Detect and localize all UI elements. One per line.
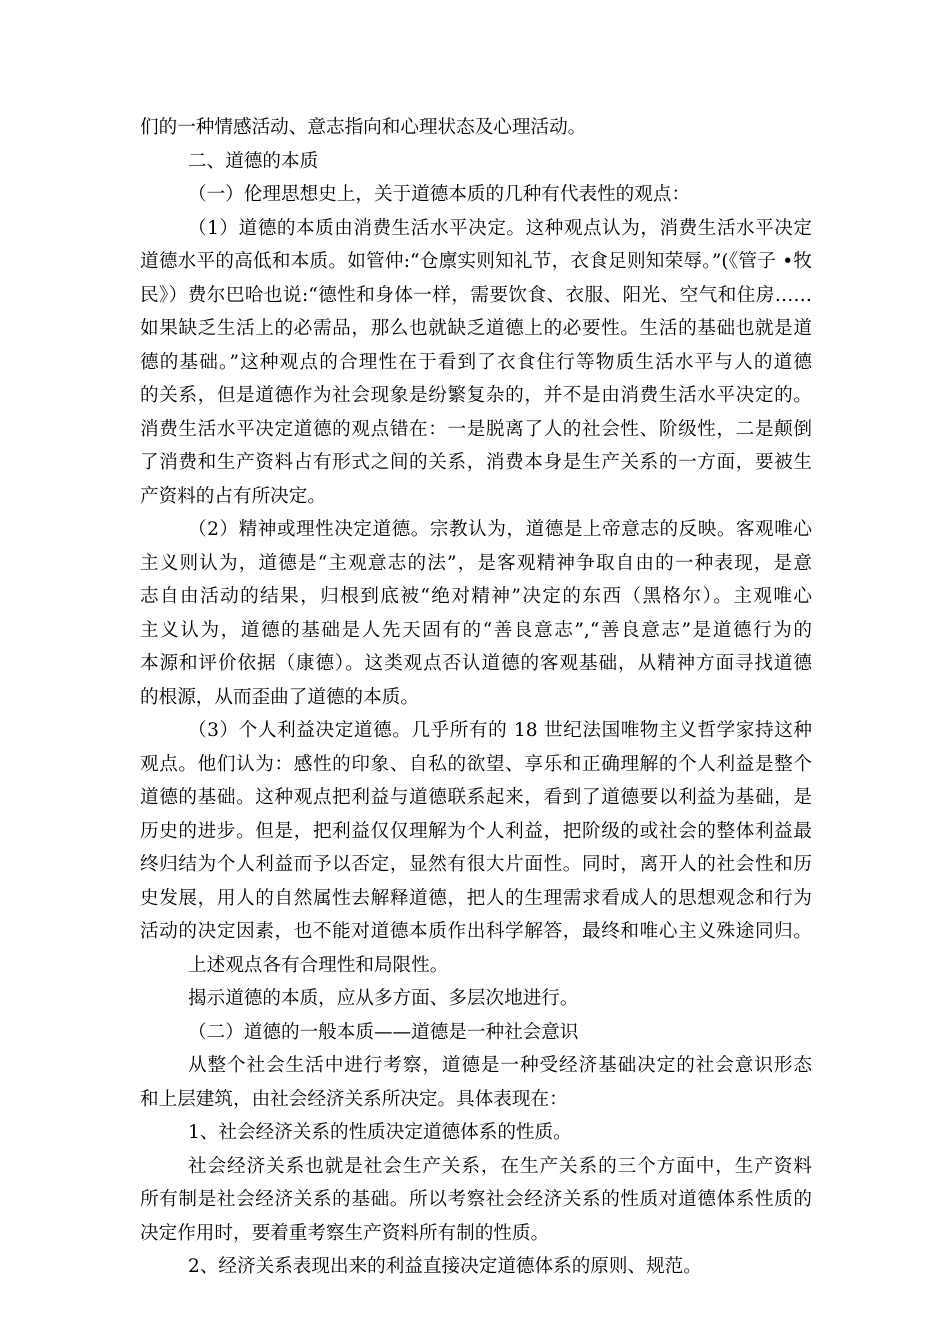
subsection-heading: （一）伦理思想史上，关于道德本质的几种有代表性的观点： <box>188 184 691 205</box>
text-line: （1）道德的本质由消费生活水平决定。这种观点认为，消费生活水平决定 <box>188 217 812 239</box>
text-line: 终归结为个人利益而予以否定，显然有很大片面性。同时，离开人的社会性和历 <box>140 854 812 875</box>
text-line: 从整个社会生活中进行考察，道德是一种受经济基础决定的社会意识形态 <box>188 1055 812 1076</box>
text-line: 德的基础。”这种观点的合理性在于看到了衣食住行等物质生活水平与人的道德 <box>140 351 812 373</box>
text-line: 主义认为，道德的基础是人先天固有的“善良意志”,“善良意志”是道德行为的 <box>140 619 812 641</box>
text-line: 们的一种情感活动、意志指向和心理状态及心理活动。 <box>140 117 587 138</box>
text-line: 志自由活动的结果，归根到底被“绝对精神”决定的东西（黑格尔）。主观唯心 <box>140 586 812 607</box>
list-item-heading: 1、社会经济关系的性质决定道德体系的性质。 <box>188 1122 572 1143</box>
text-line: （3）个人利益决定道德。几乎所有的 18 世纪法国唯物主义哲学家持这种 <box>188 720 812 741</box>
text-line: 社会经济关系也就是社会生产关系，在生产关系的三个方面中，生产资料 <box>188 1155 812 1177</box>
text-line: （2）精神或理性决定道德。宗教认为，道德是上帝意志的反映。客观唯心 <box>188 519 812 540</box>
text-line: 和上层建筑，由社会经济关系所决定。具体表现在： <box>140 1088 568 1110</box>
text-line: 消费生活水平决定道德的观点错在：一是脱离了人的社会性、阶级性，二是颠倒 <box>140 418 812 440</box>
text-line: 决定作用时，要着重考察生产资料所有制的性质。 <box>140 1222 550 1244</box>
text-line: 民》）费尔巴哈也说:“德性和身体一样，需要饮食、衣服、阳光、空气和住房…… <box>140 284 812 306</box>
text-line: 的关系，但是道德作为社会现象是纷繁复杂的，并不是由消费生活水平决定的。 <box>140 385 812 406</box>
text-line: 所有制是社会经济关系的基础。所以考察社会经济关系的性质对道德体系性质的 <box>140 1189 812 1210</box>
text-line: 活动的决定因素，也不能对道德本质作出科学解答，最终和唯心主义殊途同归。 <box>140 921 812 942</box>
text-line: 上述观点各有合理性和局限性。 <box>188 954 449 976</box>
text-line: 主义则认为，道德是“主观意志的法”，是客观精神争取自由的一种表现，是意 <box>140 552 812 574</box>
text-line: 观点。他们认为：感性的印象、自私的欲望、享乐和正确理解的个人利益是整个 <box>140 753 812 775</box>
text-line: 史发展，用人的自然属性去解释道德，把人的生理需求看成人的思想观念和行为 <box>140 887 812 909</box>
text-line: 历史的进步。但是，把利益仅仅理解为个人利益，把阶级的或社会的整体利益最 <box>140 820 812 842</box>
subsection-heading: （二）道德的一般本质——道德是一种社会意识 <box>188 1021 579 1043</box>
text-line: 如果缺乏生活上的必需品，那么也就缺乏道德上的必要性。生活的基础也就是道 <box>140 318 812 339</box>
document-body <box>140 111 812 1284</box>
text-line: 道德的基础。这种观点把利益与道德联系起来，看到了道德要以利益为基础，是 <box>140 787 812 808</box>
text-line: 产资料的占有所决定。 <box>140 485 326 507</box>
section-heading: 二、道德的本质 <box>188 150 319 172</box>
text-line: 的根源，从而歪曲了道德的本质。 <box>140 686 419 708</box>
text-line: 揭示道德的本质，应从多方面、多层次地进行。 <box>188 988 579 1009</box>
text-line: 道德水平的高低和本质。如管仲:“仓廪实则知礼节，衣食足则知荣辱。”(《管子 •牧 <box>140 251 812 272</box>
text-line: 本源和评价依据（康德）。这类观点否认道德的客观基础，从精神方面寻找道德 <box>140 653 812 674</box>
list-item-heading: 2、经济关系表现出来的利益直接决定道德体系的原则、规范。 <box>188 1256 702 1277</box>
text-line: 了消费和生产资料占有形式之间的关系，消费本身是生产关系的一方面，要被生 <box>140 452 812 473</box>
